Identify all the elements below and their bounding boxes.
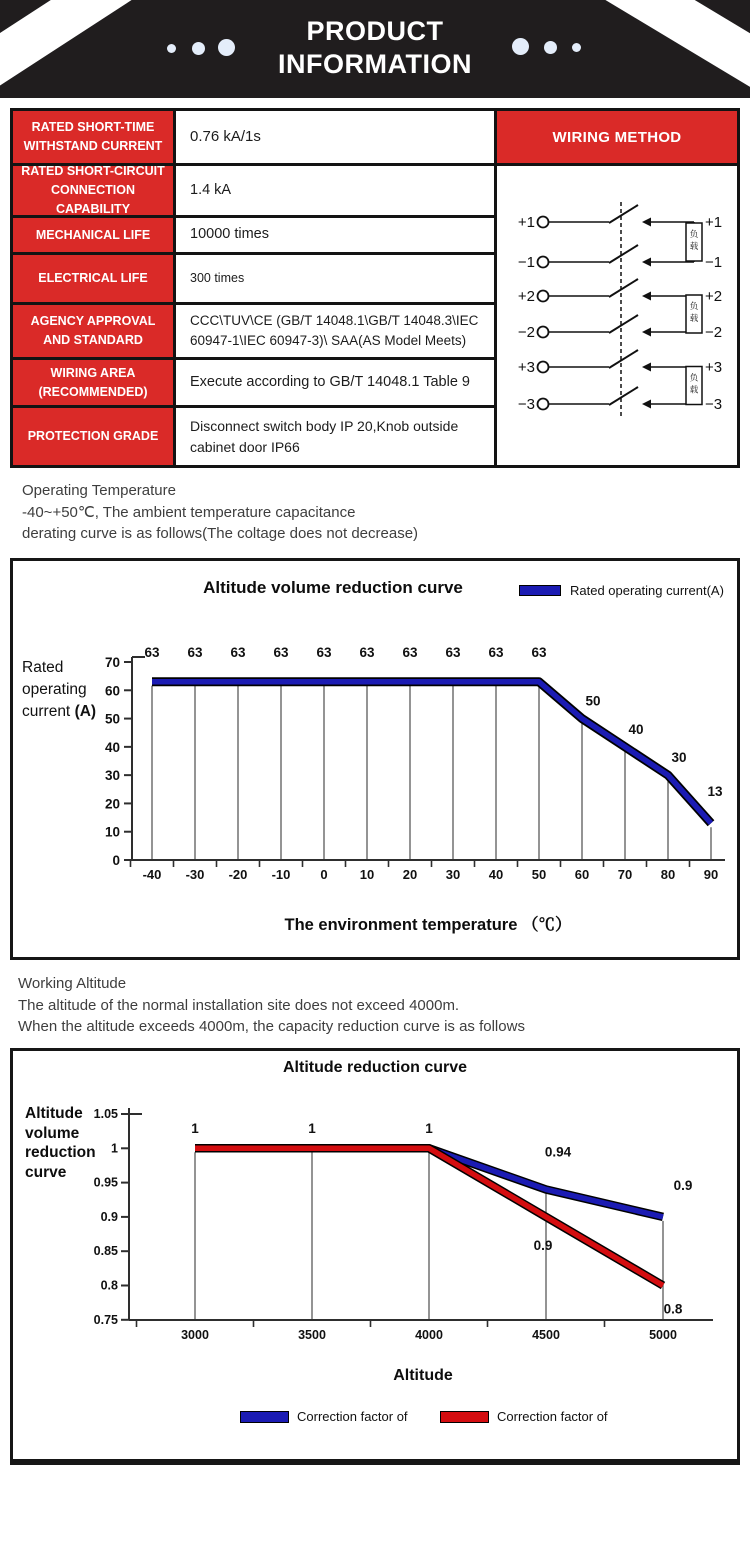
chart1-y-ticks xyxy=(105,655,132,868)
spec-row-value: 1.4 kA xyxy=(176,166,494,215)
spec-row-label: RATED SHORT-TIME WITHSTAND CURRENT xyxy=(13,111,173,163)
switch-blade-icon xyxy=(609,245,638,263)
wiring-diagram-svg xyxy=(497,166,737,465)
y-tick-label: 20 xyxy=(104,796,120,812)
spec-row-value: 300 times xyxy=(176,255,494,302)
y-tick-label: 50 xyxy=(104,711,120,727)
operating-temperature-heading: Operating Temperature xyxy=(22,482,176,499)
x-tick-label: 50 xyxy=(531,867,547,882)
x-tick-label: 4000 xyxy=(415,1328,443,1342)
wiring-terminal-label-left: −1 xyxy=(517,254,535,271)
x-tick-label: 4500 xyxy=(532,1328,560,1342)
contact-arrow-icon xyxy=(642,363,651,372)
terminal-circle-icon xyxy=(538,217,549,228)
data-label: 63 xyxy=(144,645,160,660)
operating-temperature-line1: -40~+50℃, The ambient temperature capacitance xyxy=(22,503,356,521)
x-tick-label: 70 xyxy=(617,867,633,882)
wiring-terminal-label-left: −3 xyxy=(517,396,535,413)
x-tick-label: 3500 xyxy=(298,1328,326,1342)
spec-row-value: 10000 times xyxy=(176,218,494,252)
x-tick-label: 10 xyxy=(359,867,375,882)
y-tick-label: 0.95 xyxy=(93,1175,118,1190)
y-tick-label: 0.9 xyxy=(100,1209,118,1224)
header-banner xyxy=(0,0,750,98)
load-box-label: 载 xyxy=(689,241,699,251)
legend-swatch-blue-icon xyxy=(519,585,561,596)
spec-row-value: Disconnect switch body IP 20,Knob outside cabinet door IP66 xyxy=(176,408,494,465)
terminal-circle-icon xyxy=(538,291,549,302)
legend-swatch-red-icon xyxy=(440,1411,489,1423)
switch-blade-icon xyxy=(609,315,638,333)
working-altitude-heading: Working Altitude xyxy=(18,975,127,992)
working-altitude-line1: The altitude of the normal installation site does not exceed 4000m. xyxy=(18,996,460,1014)
wiring-terminal-label-right: −2 xyxy=(705,324,723,341)
y-tick-label: 40 xyxy=(104,739,120,755)
data-label: 50 xyxy=(585,693,601,709)
wiring-terminal-label-right: −1 xyxy=(705,254,723,271)
spec-row-label: ELECTRICAL LIFE xyxy=(13,255,173,302)
x-tick-label: 0 xyxy=(320,867,328,882)
chart2-gridlines xyxy=(195,1152,663,1320)
data-label: 1 xyxy=(308,1121,316,1136)
terminal-circle-icon xyxy=(538,362,549,373)
page-title xyxy=(0,15,750,81)
switch-blade-icon xyxy=(609,279,638,297)
load-box-label: 负 xyxy=(689,229,699,239)
load-box-label: 载 xyxy=(689,313,699,323)
wiring-terminal-label-right: +3 xyxy=(705,359,723,376)
terminal-circle-icon xyxy=(538,399,549,410)
chart1-y-axis-label: Rated operating current (A) xyxy=(22,659,97,720)
spec-row-value: Execute according to GB/T 14048.1 Table 9 xyxy=(176,360,494,405)
chart1-x-axis-label: The environment temperature （℃） xyxy=(284,916,572,934)
switch-blade-icon xyxy=(609,387,638,405)
data-label: 0.9 xyxy=(673,1177,693,1193)
y-tick-label: 0 xyxy=(112,853,120,868)
wiring-terminal-label-right: −3 xyxy=(705,396,723,413)
wiring-diagram xyxy=(497,166,737,465)
wiring-terminal-label-left: −2 xyxy=(517,324,535,341)
data-label: 63 xyxy=(230,645,246,660)
working-altitude-note xyxy=(18,973,525,1038)
wiring-terminal-label-left: +3 xyxy=(517,359,535,376)
y-tick-label: 0.8 xyxy=(100,1278,118,1293)
chart1-legend xyxy=(519,583,724,598)
x-tick-label: 3000 xyxy=(181,1328,209,1342)
data-label: 63 xyxy=(488,645,504,660)
x-tick-label: -30 xyxy=(185,867,205,882)
y-tick-label: 1.05 xyxy=(93,1107,118,1121)
data-label: 1 xyxy=(191,1121,199,1136)
y-tick-label: 60 xyxy=(104,683,120,699)
chart2-x-axis-label: Altitude xyxy=(393,1367,453,1384)
spec-row-label: AGENCY APPROVAL AND STANDARD xyxy=(13,305,173,357)
x-tick-label: -40 xyxy=(142,867,162,882)
contact-arrow-icon xyxy=(642,400,651,409)
y-tick-label: 10 xyxy=(104,824,120,840)
switch-blade-icon xyxy=(609,350,638,368)
working-altitude-line2: When the altitude exceeds 4000m, the capacity reduction curve is as follows xyxy=(18,1018,525,1035)
data-label: 63 xyxy=(187,645,203,660)
terminal-circle-icon xyxy=(538,327,549,338)
data-label: 1 xyxy=(425,1121,433,1136)
data-label: 63 xyxy=(359,645,375,660)
y-tick-label: 70 xyxy=(104,655,120,670)
chart1-title: Altitude volume reduction curve xyxy=(203,578,463,597)
spec-table xyxy=(10,108,740,468)
spec-row-value: CCC\TUV\CE (GB/T 14048.1\GB/T 14048.3\IEC 60947-1\IEC 60947-3)\ SAA(AS Model Meets) xyxy=(176,305,494,357)
load-box-label: 载 xyxy=(689,384,699,395)
spec-row-label: MECHANICAL LIFE xyxy=(13,218,173,252)
spec-row-label: RATED SHORT-CIRCUIT CONNECTION CAPABILITY xyxy=(13,166,173,215)
data-label: 63 xyxy=(445,645,461,660)
wiring-terminal-label-left: +2 xyxy=(517,288,535,305)
chart2-y-axis-label: Altitude volume reduction curve xyxy=(25,1105,96,1181)
y-tick-label: 0.85 xyxy=(93,1244,118,1259)
x-tick-label: 40 xyxy=(488,867,504,882)
chart2-legend-red: Correction factor of xyxy=(440,1409,608,1424)
wiring-terminal-label-right: +1 xyxy=(705,214,723,231)
data-label: 30 xyxy=(671,750,687,766)
x-tick-label: -10 xyxy=(271,867,291,882)
data-label: 63 xyxy=(316,645,332,660)
x-tick-label: 20 xyxy=(402,867,418,882)
data-label: 40 xyxy=(628,721,644,737)
data-label: 63 xyxy=(402,645,418,660)
x-tick-label: 90 xyxy=(703,867,719,882)
x-tick-label: 30 xyxy=(445,867,461,882)
chart-altitude-reduction xyxy=(10,1048,740,1465)
x-tick-label: 80 xyxy=(660,867,676,882)
chart2-canvas xyxy=(13,1051,737,1459)
page-title-line2: INFORMATION xyxy=(278,49,472,79)
chart-altitude-volume-reduction xyxy=(10,558,740,960)
data-label: 0.94 xyxy=(544,1144,572,1160)
chart2-title: Altitude reduction curve xyxy=(282,1059,468,1076)
data-label: 63 xyxy=(531,645,547,660)
y-tick-label: 30 xyxy=(104,768,120,784)
chart1-point-labels xyxy=(144,645,723,799)
spec-row-value: 0.76 kA/1s xyxy=(176,111,494,163)
x-tick-label: -20 xyxy=(228,867,248,882)
x-tick-label: 5000 xyxy=(649,1328,677,1342)
contact-arrow-icon xyxy=(642,292,651,301)
chart1-canvas xyxy=(13,561,737,957)
chart1-legend-label: Rated operating current(A) xyxy=(570,583,724,598)
legend-swatch-blue-icon xyxy=(240,1411,289,1423)
page-title-line1: PRODUCT xyxy=(306,16,444,46)
chart2-legend-blue: Correction factor of xyxy=(240,1409,408,1424)
data-label: 0.9 xyxy=(533,1237,553,1253)
y-tick-label: 1 xyxy=(111,1141,118,1156)
y-tick-label: 0.75 xyxy=(93,1312,118,1327)
spec-row-label: WIRING AREA (RECOMMENDED) xyxy=(13,360,173,405)
spec-row-label: PROTECTION GRADE xyxy=(13,408,173,465)
load-box-label: 负 xyxy=(689,301,699,311)
data-label: 0.8 xyxy=(663,1301,683,1317)
switch-blade-icon xyxy=(609,205,638,223)
load-box-label: 负 xyxy=(689,372,699,383)
data-label: 63 xyxy=(273,645,289,660)
wiring-terminal-label-left: +1 xyxy=(517,214,535,231)
contact-arrow-icon xyxy=(642,218,651,227)
data-label: 13 xyxy=(707,784,723,800)
contact-arrow-icon xyxy=(642,328,651,337)
wiring-method-header: WIRING METHOD xyxy=(497,111,737,163)
terminal-circle-icon xyxy=(538,257,549,268)
operating-temperature-line2: derating curve is as follows(The coltage does not decrease) xyxy=(22,525,419,542)
chart2-y-ticks xyxy=(94,1107,129,1327)
contact-arrow-icon xyxy=(642,258,651,267)
x-tick-label: 60 xyxy=(574,867,590,882)
wiring-terminal-label-right: +2 xyxy=(705,288,723,305)
chart2-x-ticks xyxy=(137,1320,677,1342)
chart1-gridlines xyxy=(152,686,711,860)
operating-temperature-note xyxy=(22,480,418,545)
chart1-x-ticks xyxy=(131,860,719,882)
